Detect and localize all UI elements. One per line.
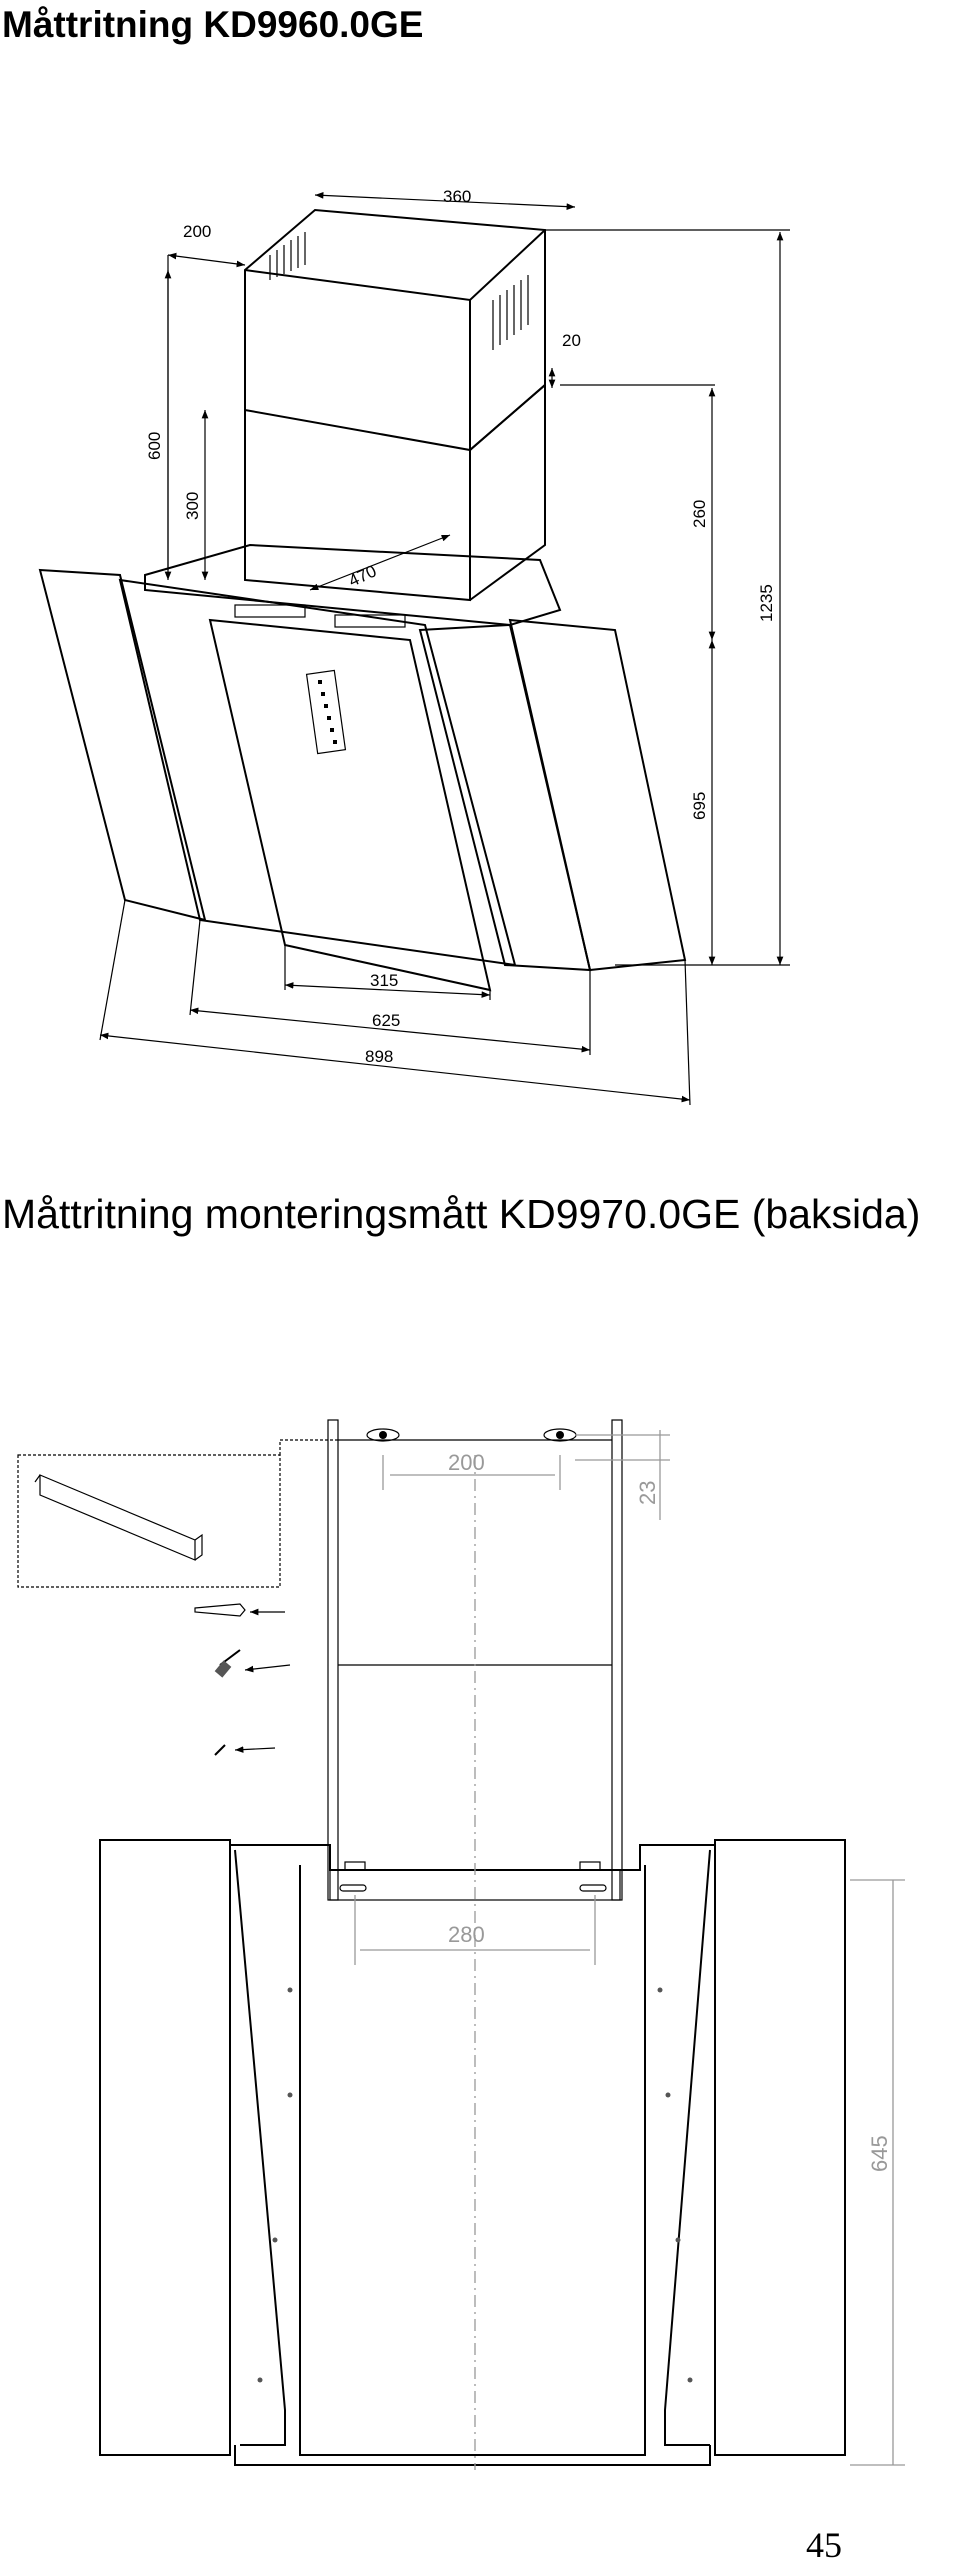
dim-300: 300 — [183, 491, 202, 520]
dim-20: 20 — [562, 331, 581, 350]
dim-200-b: 200 — [448, 1450, 485, 1475]
dim-360: 360 — [443, 187, 472, 206]
dim-260: 260 — [690, 499, 709, 528]
dim-470: 470 — [345, 561, 380, 591]
page-number: 45 — [806, 2525, 842, 2565]
dim-23: 23 — [635, 1480, 660, 1505]
dim-200: 200 — [183, 222, 212, 241]
drawing-kd9970-back — [18, 1420, 905, 2470]
section-title: Måttritning monteringsmått KD9970.0GE (baksida) — [2, 1191, 921, 1237]
dim-600: 600 — [145, 431, 164, 460]
dim-625: 625 — [372, 1011, 401, 1030]
dim-280: 280 — [448, 1922, 485, 1947]
dim-315: 315 — [370, 971, 399, 990]
dim-695: 695 — [690, 791, 709, 820]
drawing-kd9960 — [40, 187, 790, 1105]
dim-645: 645 — [867, 2135, 892, 2172]
dim-898: 898 — [365, 1047, 394, 1066]
dim-1235: 1235 — [757, 584, 776, 622]
page-title: Måttritning KD9960.0GE — [2, 4, 424, 45]
